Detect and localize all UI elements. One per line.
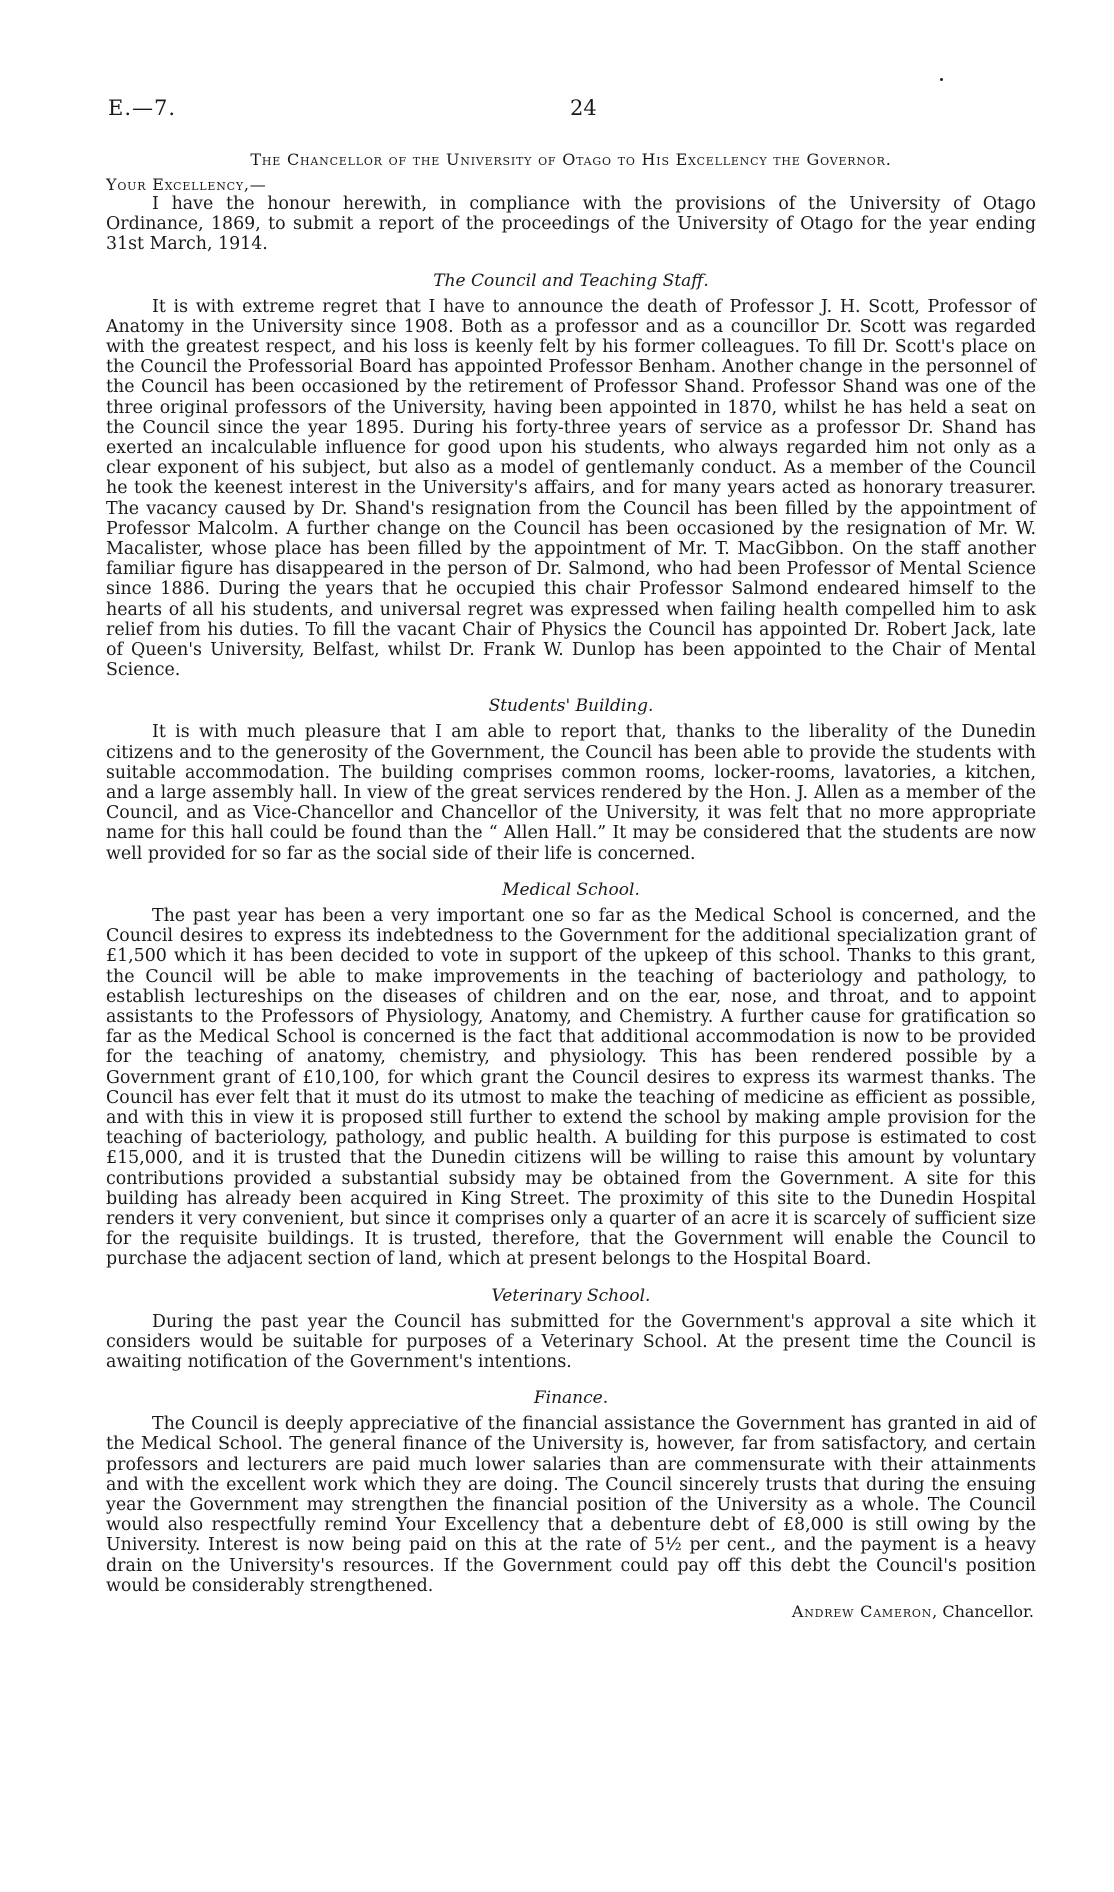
section-body-council: It is with extreme regret that I have to announce the death of Professor J. H. Scott, Professor of Anatomy in the University since 1908. Both as a professor and as a councillor Dr. Scott was regarded with the greatest respect, and his loss is keenly felt by his former colleagues. To fill Dr. Scott's place on the Council the Professorial Board has appointed Professor Benham. Another change in the personnel of the Council has been occasioned by the retirement of Professor Shand. Professor Shand was one of the three original professors of the University, having been appointed in 1870, whilst he has held a seat on the Council since the year 1895. During his forty-three years of service as a professor Dr. Shand has exerted an incalculable influence for good upon his students, who always regarded him not only as a clear exponent of his subject, but also as a model of gentlemanly conduct. As a member of the Council he took the keenest interest in the University's affairs, and for many years acted as honorary treasurer. The vacancy caused by Dr. Shand's resignation from the Council has been filled by the appointment of Professor Malcolm. A further change on the Council has been occasioned by the resignation of Mr. W. Macalister, whose place has been filled by the appointment of Mr. T. MacGibbon. On the staff another familiar figure has disappeared in the person of Dr. Salmond, who had been Professor of Mental Science since 1886. During the years that he occupied this chair Professor Salmond endeared himself to the hearts of all his students, and universal regret was expressed when failing health compelled him to ask relief from his duties. To fill the vacant Chair of Physics the Council has appointed Dr. Robert Jack, late of Queen's University, Belfast, whilst Dr. Frank W. Dunlop has been appointed to the Chair of Mental Science. <box>106 296 1036 681</box>
section-body-veterinary-school: During the past year the Council has submitted for the Government's approval a site which it considers would be suitable for purposes of a Veterinary School. At the present time the Council is awaiting notification of the Government's intentions. <box>106 1311 1036 1372</box>
document-reference: E.—7. <box>108 96 177 120</box>
section-title-medical-school: Medical School. <box>502 879 640 900</box>
section-body-finance: The Council is deeply appreciative of the financial assistance the Government has granted in aid of the Medical School. The general finance of the University is, however, far from satisfactory, and certain professors and lecturers are paid much lower salaries than are commensurate with their attainments and with the excellent work which they are doing. The Council sincerely trusts that during the ensuing year the Government may strengthen the financial position of the University as a whole. The Council would also respectfully remind Your Excellency that a debenture debt of £8,000 is still owing by the University. Interest is now being paid on this at the rate of 5½ per cent., and the payment is a heavy drain on the University's resources. If the Government could pay off this debt the Council's position would be considerably strengthened. <box>106 1414 1036 1596</box>
section-body-medical-school: The past year has been a very important one so far as the Medical School is concerned, and the Council desires to express its indebtedness to the Government for the additional specialization grant of £1,500 which it has been decided to vote in support of the upkeep of this school. Thanks to this grant, the Council will be able to make improvements in the teaching of bacteriology and pathology, to establish lectureships on the diseases of children and on the ear, nose, and throat, and to appoint assistants to the Professors of Physiology, Anatomy, and Chemistry. A further cause for gratification so far as the Medical School is concerned is the fact that additional accommodation is now to be provided for the teaching of anatomy, chemistry, and physiology. This has been rendered possible by a Government grant of £10,100, for which grant the Council desires to express its warmest thanks. The Council has ever felt that it must do its utmost to make the teaching of medicine as efficient as possible, and with this in view it is proposed still further to extend the school by making ample provision for the teaching of bacteriology, pathology, and public health. A building for this purpose is estimated to cost £15,000, and it is trusted that the Dunedin citizens will be willing to raise this amount by voluntary contributions provided a substantial subsidy may be obtained from the Government. A site for this building has already been acquired in King Street. The proximity of this site to the Dunedin Hospital renders it very convenient, but since it comprises only a quarter of an acre it is scarcely of sufficient size for the requisite buildings. It is trusted, therefore, that the Government will enable the Council to purchase the adjacent section of land, which at present belongs to the Hospital Board. <box>106 905 1036 1270</box>
page-number: 24 <box>570 96 597 120</box>
signatory-name: Andrew Cameron <box>791 1601 933 1621</box>
section-title-finance: Finance. <box>533 1388 609 1409</box>
salutation: Your Excellency,— <box>106 175 267 194</box>
signatory-title: , Chancellor. <box>932 1601 1034 1621</box>
section-title-students-building: Students' Building. <box>488 696 654 717</box>
letter-heading: The Chancellor of the University of Otago to His Excellency the Governor. <box>250 150 892 169</box>
report-body <box>106 150 1036 1621</box>
intro-paragraph: I have the honour herewith, in compliance with the provisions of the University of Otago Ordinance, 1869, to submit a report of the proceedings of the University of Otago for the year ending 31st March, 1914. <box>106 194 1036 255</box>
speck-mark <box>940 78 943 81</box>
section-title-council: The Council and Teaching Staff. <box>433 270 709 291</box>
section-body-students-building: It is with much pleasure that I am able to report that, thanks to the liberality of the Dunedin citizens and to the generosity of the Government, the Council has been able to provide the students with suitable accommodation. The building comprises common rooms, locker-rooms, lavatories, a kitchen, and a large assembly hall. In view of the great services rendered by the Hon. J. Allen as a member of the Council, and as Vice-Chancellor and Chancellor of the University, it was felt that no more appropriate name for this hall could be found than the “ Allen Hall.” It may be considered that the students are now well provided for so far as the social side of their life is concerned. <box>106 722 1036 864</box>
signature-line <box>106 1602 1036 1621</box>
section-title-veterinary-school: Veterinary School. <box>491 1285 651 1306</box>
